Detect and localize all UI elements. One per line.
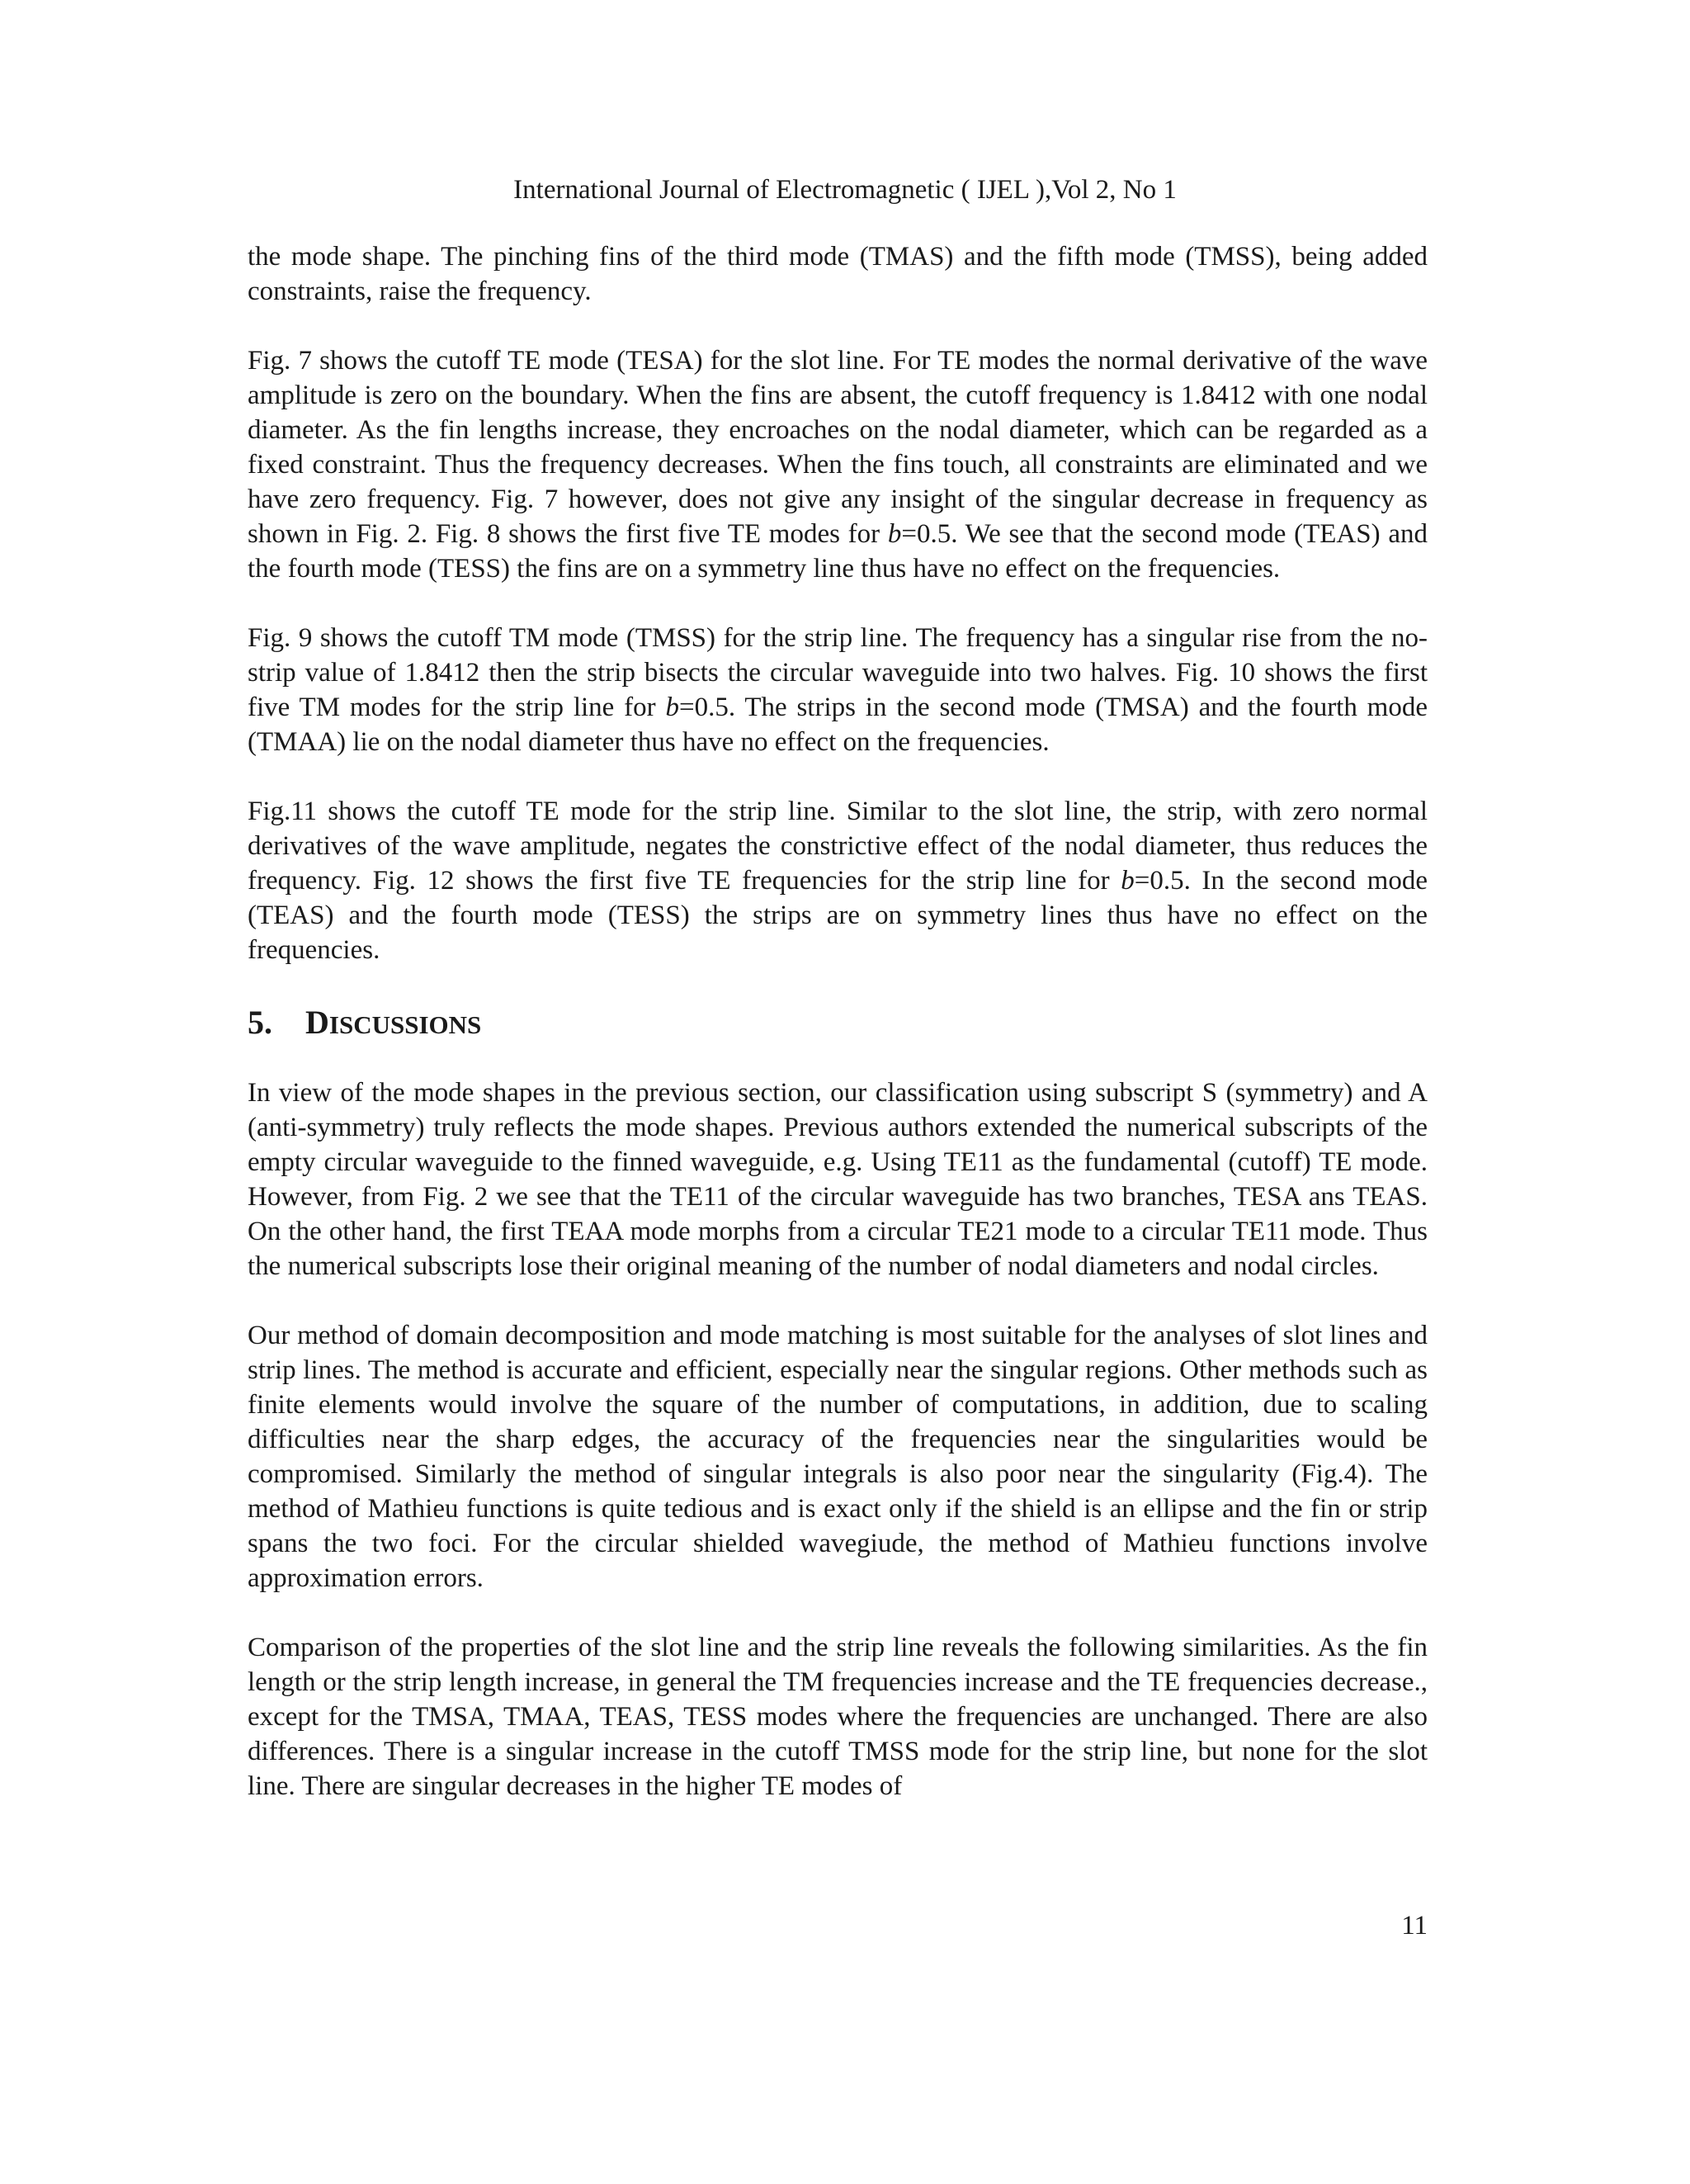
page-number: 11 bbox=[1401, 1911, 1428, 1941]
paragraph-text: =0.5. We see that the second mode (TEAS) and the fourth mode (TESS) the fins are on a symmetry line thus have no effect on the frequencies. bbox=[248, 519, 1428, 584]
section-heading-discussions bbox=[248, 1002, 1428, 1046]
paragraph-slot-strip-comparison: Comparison of the properties of the slot line and the strip line reveals the following similarities. As the fin length or the strip length increase, in general the TM frequencies increase and the TE frequencies decrease., except for the TMSA, TMAA, TEAS, TESS modes where the frequencies are unchanged. There are also differences. There is a singular increase in the cutoff TMSS mode for the strip line, but none for the slot line. There are singular decreases in the higher TE modes of bbox=[248, 1633, 1428, 1801]
paragraph-method-comparison: Our method of domain decomposition and mode matching is most suitable for the analyses of slot lines and strip lines. The method is accurate and efficient, especially near the singular regions. Other methods such as finite elements would involve the square of the number of computations, in addition, due to scaling difficulties near the sharp edges, the accuracy of the frequencies near the singularities would be compromised. Similarly the method of singular integrals is also poor near the singularity (Fig.4). The method of Mathieu functions is quite tedious and is exact only if the shield is an ellipse and the fin or strip spans the two foci. For the circular shielded wavegiude, the method of Mathieu functions involve approximation errors. bbox=[248, 1321, 1428, 1593]
paragraph-mode-classification: In view of the mode shapes in the previous section, our classification using subscript S (symmetry) and A (anti-symmetry) truly reflects the mode shapes. Previous authors extended the numerical subscripts of the empty circular waveguide to the finned waveguide, e.g. Using TE11 as the fundamental (cutoff) TE mode. However, from Fig. 2 we see that the TE11 of the circular waveguide has two branches, TESA ans TEAS. On the other hand, the first TEAA mode morphs from a circular TE21 mode to a circular TE11 mode. Thus the numerical subscripts lose their original meaning of the number of nodal diameters and nodal circles. bbox=[248, 1078, 1428, 1281]
paragraph-text: =0.5. In the second mode (TEAS) and the fourth mode (TESS) the strips are on symmetry lines thus have no effect on the frequencies. bbox=[248, 866, 1428, 965]
paragraph-fig9-tm-strip-line bbox=[248, 621, 1428, 759]
variable-b: b bbox=[887, 519, 902, 549]
variable-b: b bbox=[1121, 866, 1135, 896]
paragraph-tm-slot-continuation: the mode shape. The pinching fins of the third mode (TMAS) and the fifth mode (TMSS), being added constraints, raise the frequency. bbox=[248, 242, 1428, 306]
section-title-initial: D bbox=[305, 1004, 329, 1041]
paragraph-text: Fig. 7 shows the cutoff TE mode (TESA) for the slot line. For TE modes the normal derivative of the wave amplitude is zero on the boundary. When the fins are absent, the cutoff frequency is 1.8412 with one nodal diameter. As the fin lengths increase, they encroaches on the nodal diameter, which can be regarded as a fixed constraint. Thus the frequency decreases. When the fins touch, all constraints are eliminated and we have zero frequency. Fig. 7 however, does not give any insight of the singular decrease in frequency as shown in Fig. 2. Fig. 8 shows the first five TE modes for bbox=[248, 346, 1428, 549]
page-body bbox=[248, 239, 1428, 1803]
paragraph-fig7-te-slot-line bbox=[248, 343, 1428, 586]
section-number: 5. bbox=[248, 1004, 272, 1041]
variable-b: b bbox=[665, 693, 679, 722]
running-header: International Journal of Electromagnetic ( IJEL ),Vol 2, No 1 bbox=[513, 175, 1177, 205]
paragraph-text: Fig.11 shows the cutoff TE mode for the strip line. Similar to the slot line, the strip, with zero normal derivatives of the wave amplitude, negates the constrictive effect of the nodal diameter, thus reduces the frequency. Fig. 12 shows the first five TE frequencies for the strip line for bbox=[248, 797, 1428, 896]
paragraph-fig11-te-strip-line bbox=[248, 794, 1428, 967]
paragraph-text: =0.5. The strips in the second mode (TMSA) and the fourth mode (TMAA) lie on the nodal diameter thus have no effect on the frequencies. bbox=[248, 693, 1428, 757]
section-title-smallcaps: ISCUSSIONS bbox=[328, 1010, 482, 1039]
paragraph-text: Fig. 9 shows the cutoff TM mode (TMSS) for the strip line. The frequency has a singular rise from the no-strip value of 1.8412 then the strip bisects the circular waveguide into two halves. Fig. 10 shows the first five TM modes for the strip line for bbox=[248, 623, 1428, 722]
